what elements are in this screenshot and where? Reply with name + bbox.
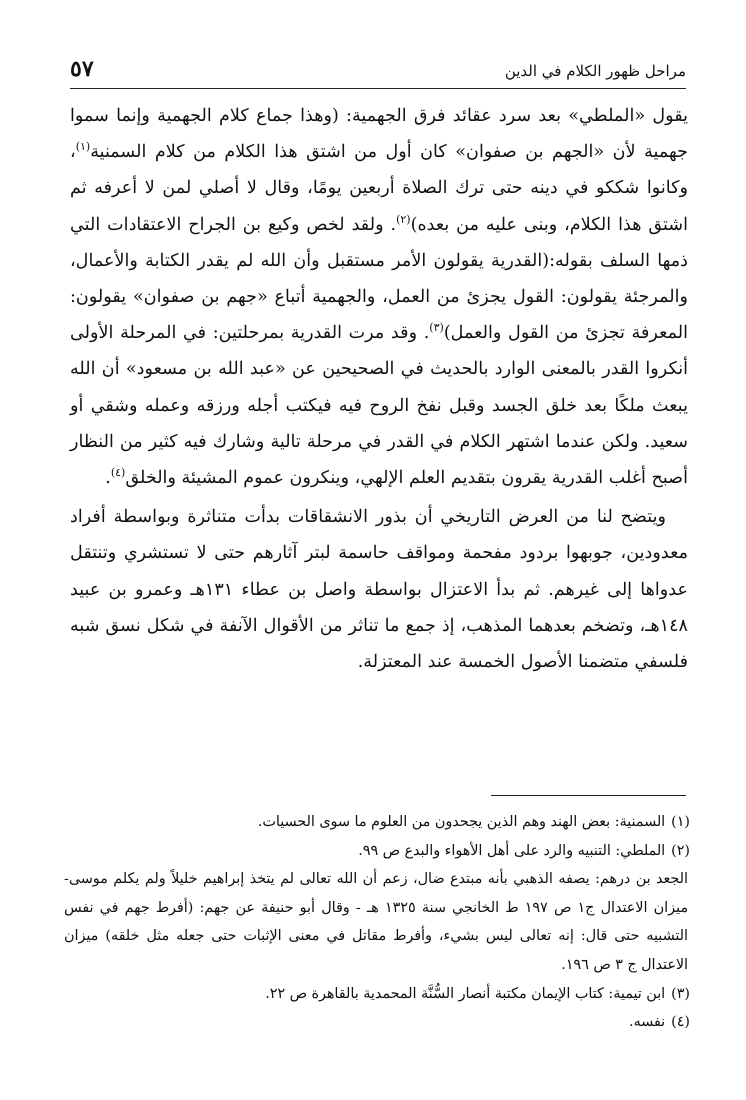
footnote-3-number: (٣) (671, 985, 690, 1002)
paragraph-1-part-b: ، وكانوا شككو في دينه حتى ترك الصلاة أربعين يومًا، وقال لا أصلي لمن لا أعرفه ثم اشتق هذا الكلام، وبنى عليه من بعده) (70, 142, 688, 235)
footnote-3 (64, 980, 690, 1009)
paragraph-1-part-c: . ولقد لخص وكيع بن الجراح الاعتقادات التي ذمها السلف بقوله:(القدرية يقولون الأمر مستقبل وأن الله لم يقدر الكتابة والأعمال، والمرجئة يقولون: القول يجزئ من العمل، والجهمية أتباع «جهم بن صفوان» يقولون: المعرفة تجزئ من القول والعمل) (70, 214, 688, 344)
footnote-4 (64, 1008, 690, 1037)
paragraph-1-part-e: . (105, 468, 111, 489)
footnote-4-text: نفسه. (628, 1014, 666, 1031)
footnote-ref-2[interactable]: (٢) (396, 212, 411, 226)
footnote-2 (64, 837, 690, 866)
footnote-divider (491, 795, 686, 796)
paragraph-1-part-d: . وقد مرت القدرية بمرحلتين: في المرحلة الأولى أنكروا القدر بالمعنى الوارد بالحديث في الصحيحين عن «عبد الله بن مسعود» أن الله يبعث ملكًا بعد خلق الجسد وقبل نفخ الروح فيه فيكتب أجله ورزقه وعمله وشقي أو سعيد. ولكن عندما اشتهر الكلام في القدر في مرحلة تالية وشارك فيه كثير من النظار أصبح أغلب القدرية يقرون بتقديم العلم الإلهي، وينكرون عموم المشيئة والخلق (70, 323, 688, 489)
footnote-1-text: السمنية: بعض الهند وهم الذين يجحدون من العلوم ما سوى الحسيات. (257, 814, 666, 830)
footnote-4-number: (٤) (671, 1014, 690, 1031)
footnote-2-text: الملطي: التنبيه والرد على أهل الأهواء والبدع ص ٩٩. (358, 842, 666, 859)
footnote-ref-3[interactable]: (٣) (429, 321, 444, 335)
footnote-1-number: (١) (671, 814, 690, 830)
footnote-2-continuation: الجعد بن درهم: يصفه الذهبي بأنه مبتدع ضال، زعم أن الله تعالى لم يتخذ إبراهيم خليلاً ولم يكلم موسى- ميزان الاعتدال ج١ ص ١٩٧ ط الخانجي سنة ١٣٢٥ هـ - وقال أبو حنيفة عن جهم: (أفرط جهم في نفس التشبيه حتى قال: إنه تعالى ليس بشيء، وأفرط مقاتل في معنى الإثبات حتى جعله مثل خلقه) ميزان الاعتدال ج ٣ ص ١٩٦. (64, 871, 688, 973)
footnote-ref-4[interactable]: (٤) (110, 466, 126, 480)
paragraph-1 (70, 98, 688, 496)
footnote-ref-1[interactable]: (١) (75, 140, 91, 154)
main-text (70, 98, 688, 680)
footnote-3-text: ابن تيمية: كتاب الإيمان مكتبة أنصار السُّنَّة المحمدية بالقاهرة ص ٢٢. (265, 985, 666, 1002)
footnotes (64, 808, 690, 1037)
paragraph-2: ويتضح لنا من العرض التاريخي أن بذور الانشقاقات بدأت متناثرة وبواسطة أفراد معدودين، جوبهوا بردود مفحمة ومواقف حاسمة لبتر آثارهم حتى لا تستشري وتنتقل عدواها إلى غيرهم. ثم بدأ الاعتزال بواسطة واصل بن عطاء ١٣١هـ وعمرو بن عبيد ١٤٨هـ، وتضخم بعدهما المذهب، إذ جمع ما تناثر من الأقوال الآنفة في شكل نسق شبه فلسفي متضمنا الأصول الخمسة عند المعتزلة. (70, 507, 688, 673)
footnote-1 (64, 808, 690, 837)
footnote-2-number: (٢) (671, 842, 690, 859)
page-number: ٥٧ (70, 56, 94, 82)
running-title: مراحل ظهور الكلام في الدين (504, 62, 686, 80)
page-header (70, 56, 686, 86)
header-divider (70, 88, 686, 89)
paragraph-1-part-a: يقول «الملطي» بعد سرد عقائد فرق الجهمية: (وهذا جماع كلام الجهمية وإنما سموا جهمية لأن «الجهم بن صفوان» كان أول من اشتق هذا الكلام من كلام السمنية (70, 106, 688, 163)
